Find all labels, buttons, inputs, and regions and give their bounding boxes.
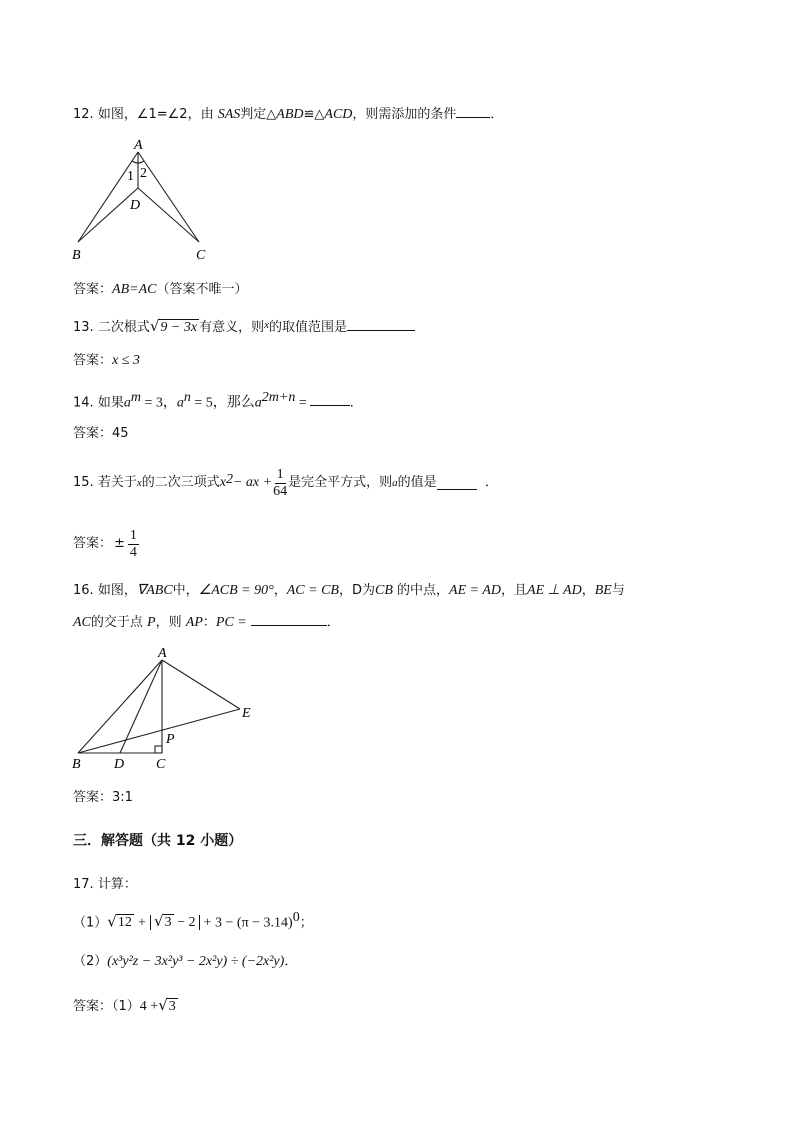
q12-stem: 12. 如图，∠1=∠2，由 SAS判定△ABD≌△ACD，则需添加的条件 ．: [73, 104, 503, 124]
q17-part2: （2）(x³y²z − 3x²y³ − 2x²y) ÷ (−2x²y)．: [73, 954, 298, 969]
q17-part1: $(1)√12 + √3 - 2 + 3 - (\pi - 3.14)^0$；: [73, 910, 313, 931]
answer-blank: [310, 392, 350, 406]
label-c: C: [196, 248, 206, 263]
q14-answer: 答案：45: [73, 426, 129, 441]
label-b: B: [72, 757, 81, 772]
answer-blank: [347, 317, 415, 331]
q16-answer: 答案：3:1: [73, 790, 133, 805]
segment-ad: [120, 660, 162, 753]
segment-ab: [78, 152, 141, 242]
absolute-value: √3 − 2: [150, 915, 199, 930]
q12-number: 12.: [73, 107, 94, 122]
q12-answer: 答案：AB=AC（答案不唯一）: [73, 282, 248, 297]
q17-answer: 答案：（1）4 +√3: [73, 996, 176, 1014]
label-p: P: [166, 732, 175, 747]
q13-stem: 13. 二次根式√9 − 3x 有意义，则$^x$的取值范围是: [73, 316, 415, 337]
label-d: D: [130, 198, 141, 213]
label-a: A: [158, 646, 167, 661]
label-d: D: [114, 757, 125, 772]
fraction: $\frac{1}{64}$: [273, 466, 288, 499]
q15-stem: 15. 若关于 x 的二次三项式 x 2 − ax + $\frac{1}{64}$ 是完全平方式，则 a 的值是 ．: [73, 466, 498, 499]
q12-figure: [68, 135, 218, 265]
right-angle-mark: [155, 746, 162, 753]
label-c: C: [156, 757, 166, 772]
segment-ab: [78, 660, 162, 753]
segment-ac: [138, 152, 199, 242]
label-e: E: [242, 706, 251, 721]
q15-answer: 答案： ± $\frac{1}{4}$: [73, 527, 137, 560]
q16-figure: [68, 643, 268, 773]
section-heading: 三．解答题（共 12 小题）: [73, 833, 243, 849]
radical-expression: 9 − 3x: [160, 320, 198, 335]
answer-blank: [437, 476, 477, 490]
q16-stem-line2: AC的交于点 P，则 AP：PC = ．: [73, 612, 340, 632]
label-angle-2: 2: [140, 166, 147, 181]
q16-stem-line1: 16. 如图，∇ABC中，∠ACB = 90°，AC = CB，D为CB 的中点，AE = AD，且AE ⊥ AD，BE与: [73, 583, 625, 598]
q14-stem: 14. 如果$a^m = 3$，$a^n = 5$，那么$a^{2m+n}$ = ．: [73, 390, 363, 411]
label-angle-1: 1: [127, 169, 134, 184]
q17-stem: 17. 计算：: [73, 877, 137, 892]
label-b: B: [72, 248, 81, 263]
answer-blank: [456, 104, 490, 118]
answer-blank: [251, 612, 327, 626]
fraction: $\frac{1}{4}$: [129, 527, 137, 560]
segment-ae: [162, 660, 240, 709]
q13-answer: 答案：x ≤ 3: [73, 353, 140, 368]
label-a: A: [134, 138, 143, 153]
